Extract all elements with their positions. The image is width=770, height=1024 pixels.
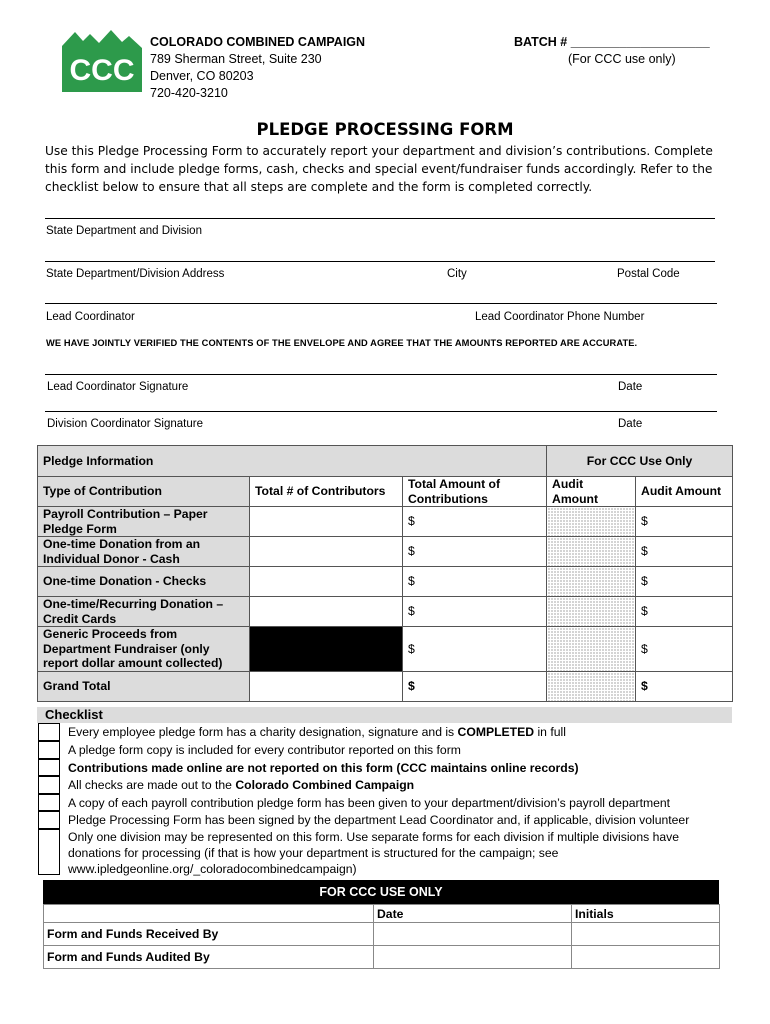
label-lead: Lead Coordinator: [46, 311, 135, 323]
checklist-item: Only one division may be represented on this form. Use separate forms for each division if multiple divisions have donations for processing (if that is how your department is structured for the campaign; see www.ipledgeonline.org/_coloradocombinedcampaign): [68, 830, 680, 876]
audit-amount-cell[interactable]: $: [636, 627, 733, 672]
row-type: Generic Proceeds from Department Fundraiser (only report dollar amount collected): [38, 627, 250, 672]
amount-cell[interactable]: $: [403, 537, 547, 567]
mountain-logo-icon: [62, 30, 142, 92]
audit-cell: [547, 597, 636, 627]
contributors-cell[interactable]: [250, 507, 403, 537]
audit-amount-cell[interactable]: $: [636, 567, 733, 597]
contributors-cell[interactable]: [250, 537, 403, 567]
audit-cell: [547, 537, 636, 567]
blocked-cell: [250, 627, 403, 672]
svg-text:CCC: CCC: [69, 54, 135, 87]
checkbox[interactable]: [38, 794, 60, 811]
checklist-title: Checklist: [37, 707, 732, 723]
audit-cell: [547, 627, 636, 672]
field-line-state-dept[interactable]: [45, 218, 715, 219]
label-div-sig: Division Coordinator Signature: [47, 418, 203, 430]
checklist-item: A pledge form copy is included for every contributor reported on this form: [68, 743, 461, 757]
ccc-use-only-bar: FOR CCC USE ONLY: [43, 880, 719, 904]
form-intro: Use this Pledge Processing Form to accurately report your department and division’s contributions. Complete this form and include pledge forms, cash, checks and special event/fundraiser funds accordingly. Refer to the checklist below to ensure that all steps are complete and the form is completed correctly.: [45, 144, 713, 194]
field-line-address[interactable]: [45, 261, 715, 262]
received-date-cell[interactable]: [374, 923, 572, 946]
label-address: State Department/Division Address: [46, 268, 225, 280]
org-address-line2: Denver, CO 80203: [150, 69, 254, 83]
label-postal: Postal Code: [617, 268, 680, 280]
ccc-use-only-header: For CCC Use Only: [547, 446, 733, 477]
amount-cell[interactable]: $: [403, 627, 547, 672]
grand-total-amount[interactable]: $: [403, 672, 547, 702]
audited-date-cell[interactable]: [374, 946, 572, 969]
header-type: Type of Contribution: [38, 477, 250, 507]
row-type: One-time Donation - Checks: [38, 567, 250, 597]
label-state-dept: State Department and Division: [46, 225, 202, 237]
grand-total-audit[interactable]: $: [636, 672, 733, 702]
field-line-lead[interactable]: [45, 303, 717, 304]
ccc-logo: [62, 30, 142, 92]
org-header: [150, 34, 365, 102]
affirmation-text: WE HAVE JOINTLY VERIFIED THE CONTENTS OF THE ENVELOPE AND AGREE THAT THE AMOUNTS REPORTED ARE ACCURATE.: [46, 338, 638, 348]
audit-cell: [547, 507, 636, 537]
batch-note: (For CCC use only): [568, 52, 676, 66]
contributors-cell[interactable]: [250, 567, 403, 597]
contributors-cell[interactable]: [250, 597, 403, 627]
checklist-item: All checks are made out to the Colorado Combined Campaign: [68, 778, 415, 792]
label-city: City: [447, 268, 467, 280]
amount-cell[interactable]: $: [403, 597, 547, 627]
row-type: One-time/Recurring Donation – Credit Cards: [38, 597, 250, 627]
header-audit-amount-1: Audit Amount: [547, 477, 636, 507]
label-date-2: Date: [618, 418, 643, 430]
batch-field[interactable]: BATCH # ____________________: [514, 35, 710, 49]
grand-total-label: Grand Total: [38, 672, 250, 702]
header-contributors: Total # of Contributors: [250, 477, 403, 507]
grand-total-contributors[interactable]: [250, 672, 403, 702]
audit-amount-cell[interactable]: $: [636, 537, 733, 567]
audit-amount-cell[interactable]: $: [636, 597, 733, 627]
checkbox[interactable]: [38, 829, 60, 875]
checklist-item: Contributions made online are not reported on this form (CCC maintains online records): [68, 761, 579, 775]
received-initials-cell[interactable]: [572, 923, 720, 946]
label-date-1: Date: [618, 381, 643, 393]
col-initials: Initials: [572, 905, 720, 923]
audit-amount-cell[interactable]: $: [636, 507, 733, 537]
org-address-line1: 789 Sherman Street, Suite 230: [150, 52, 322, 66]
form-title: PLEDGE PROCESSING FORM: [256, 120, 514, 139]
org-phone: 720-420-3210: [150, 86, 228, 100]
ccc-receipt-table: [43, 904, 720, 969]
row-type: One-time Donation from an Individual Donor - Cash: [38, 537, 250, 567]
label-lead-phone: Lead Coordinator Phone Number: [475, 311, 645, 323]
org-name: COLORADO COMBINED CAMPAIGN: [150, 35, 366, 49]
blank-header-cell: [44, 905, 374, 923]
checkbox[interactable]: [38, 723, 60, 741]
checklist-item: A copy of each payroll contribution pledge form has been given to your department/division’s payroll department: [68, 796, 671, 810]
checkbox[interactable]: [38, 811, 60, 829]
row-type: Payroll Contribution – Paper Pledge Form: [38, 507, 250, 537]
header-audit-amount-2: Audit Amount: [636, 477, 733, 507]
pledge-table: [37, 445, 733, 702]
checkbox[interactable]: [38, 741, 60, 759]
row-received-by: Form and Funds Received By: [44, 923, 374, 946]
checklist-item: Pledge Processing Form has been signed by the department Lead Coordinator and, if applicable, division volunteer: [68, 813, 690, 827]
audited-initials-cell[interactable]: [572, 946, 720, 969]
audit-cell: [547, 672, 636, 702]
checkbox[interactable]: [38, 776, 60, 794]
amount-cell[interactable]: $: [403, 507, 547, 537]
col-date: Date: [374, 905, 572, 923]
amount-cell[interactable]: $: [403, 567, 547, 597]
header-total-amount: Total Amount of Contributions: [403, 477, 547, 507]
pledge-info-title: Pledge Information: [38, 446, 547, 477]
checklist-item: Every employee pledge form has a charity designation, signature and is COMPLETED in full: [68, 725, 566, 739]
audit-cell: [547, 567, 636, 597]
label-lead-sig: Lead Coordinator Signature: [47, 381, 189, 393]
row-audited-by: Form and Funds Audited By: [44, 946, 374, 969]
checkbox[interactable]: [38, 759, 60, 776]
field-line-lead-sig[interactable]: [45, 374, 717, 375]
field-line-div-sig[interactable]: [45, 411, 717, 412]
